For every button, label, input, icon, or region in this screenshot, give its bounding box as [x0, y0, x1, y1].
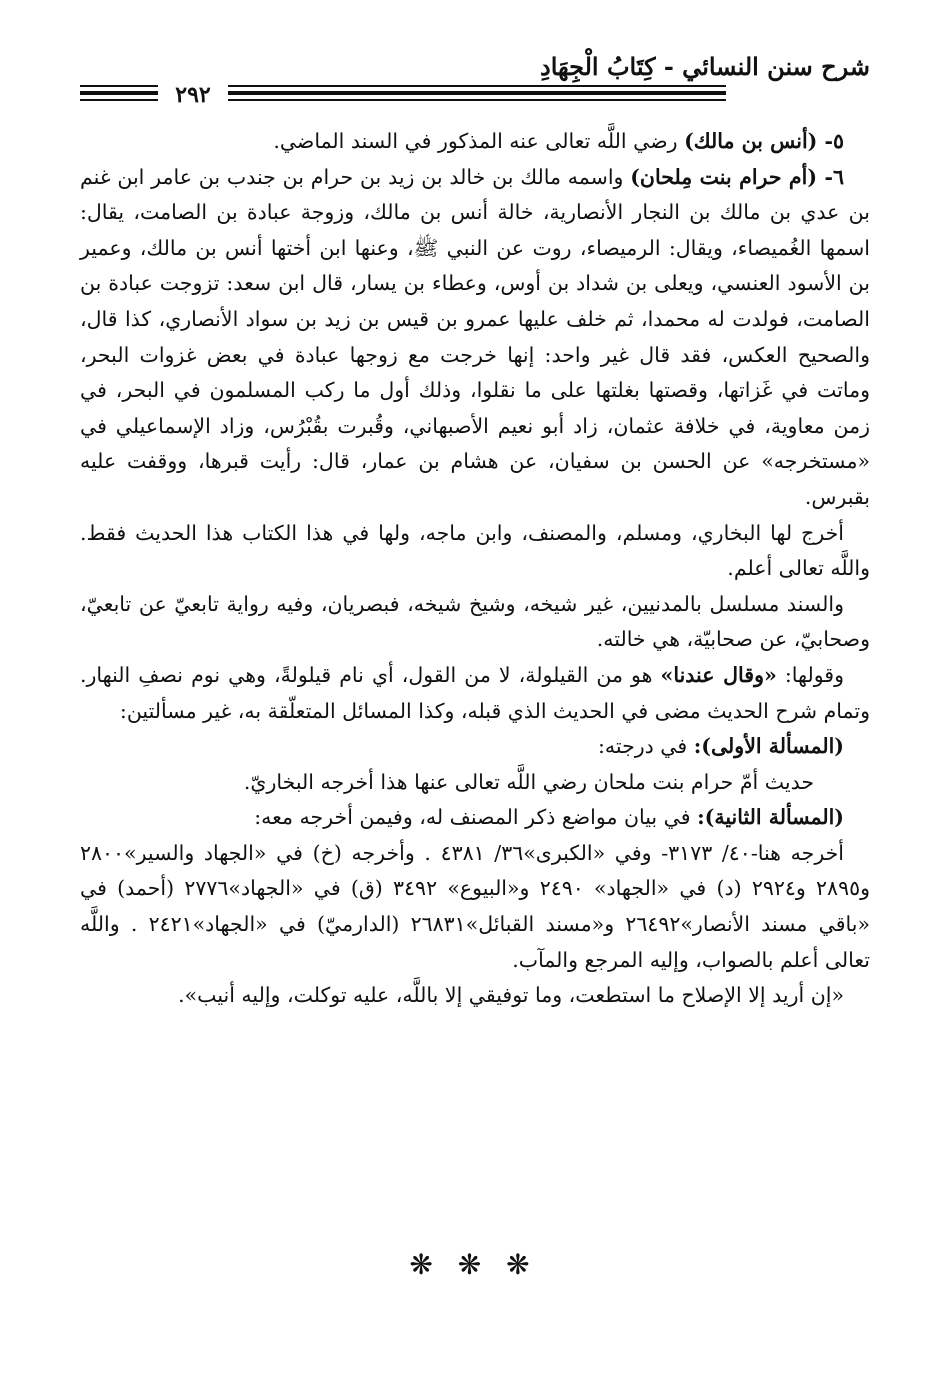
section-ornament: ❋ ❋ ❋ [409, 1248, 538, 1281]
paragraph-explanation [80, 658, 870, 729]
paragraph-narrator-6 [80, 160, 870, 516]
header-rule-left-bottom [80, 99, 144, 101]
quoted-phrase: «وقال عندنا» [660, 662, 777, 687]
paragraph-closing [80, 978, 870, 1014]
paragraph-narrator-5 [80, 124, 870, 160]
issue-heading-2 [80, 800, 870, 836]
issue-topic: في بيان مواضع ذكر المصنف له، وفيمن أخرجه معه: [254, 805, 698, 830]
paragraph-text: أخرجه هنا-٤٠/ ٣١٧٣- وفي «الكبرى»٣٦/ ٤٣٨١ . وأخرجه (خ) في «الجهاد والسير»٢٨٠٠ و٢٨٩٥ و٢٩٢٤ (د) في «الجهاد» ٢٤٩٠ و«البيوع» ٣٤٩٢ (ق) في «الجهاد»٢٧٧٦ (أحمد) في «باقي مسند الأنصار»٢٦٤٩٢ و«مسند القبائل»٢٦٨٣١ (الدارميّ) في «الجهاد»٢٤٢١ . واللَّه تعالى أعلم بالصواب، وإليه المرجع والمآب. [80, 840, 870, 972]
paragraph-text: حديث أمّ حرام بنت ملحان رضي اللَّه تعالى عنها هذا أخرجه البخاريّ. [243, 769, 814, 794]
paragraph-text: هو من القيلولة، لا من القول، أي نام قيلولةً، وهي نوم نصفِ النهار. وتمام شرح الحديث مضى في الحديث الذي قبله، وكذا المسائل المتعلّقة به، غير مسألتين: [80, 662, 870, 723]
paragraph-grading [80, 765, 870, 801]
paragraph-text: أخرج لها البخاري، ومسلم، والمصنف، وابن ماجه، ولها في هذا الكتاب هذا الحديث فقط. واللَّه تعالى أعلم. [80, 520, 870, 581]
paragraph-text: «إن أريد إلا الإصلاح ما استطعت، وما توفيقي إلا باللَّه، عليه توكلت، وإليه أنيب». [178, 983, 844, 1008]
paragraph-prefix: وقولها: [776, 662, 844, 687]
page-number: ٢٩٢ [158, 83, 228, 107]
page-header [86, 46, 870, 108]
header-rule-left-top [80, 85, 144, 87]
header-rule-left-middle [80, 91, 144, 95]
paragraph-sources [80, 836, 870, 978]
paragraph-chain [80, 587, 870, 658]
issue-label: (المسألة الأولى): [693, 734, 844, 759]
issue-topic: في درجته: [597, 734, 694, 759]
issue-label: (المسألة الثانية): [697, 805, 844, 830]
narrator-name: ٥- (أنس بن مالك) [684, 129, 844, 153]
page-body [80, 124, 870, 1014]
paragraph-text: رضي اللَّه تعالى عنه المذكور في السند الماضي. [273, 129, 685, 153]
paragraph-text: واسمه مالك بن خالد بن زيد بن حرام بن جندب بن عامر ابن غنم بن عدي بن مالك بن النجار الأنصارية، خالة أنس بن مالك، وزوجة عبادة بن الصامت، يقال: اسمها الغُميصاء، ويقال: الرميصاء، روت عن النبي ﷺ، وعنها ابن أختها أنس بن مالك، وعمير بن الأسود العنسي، ويعلى بن شداد بن أوس، وعطاء بن يسار، قال ابن سعد: تزوجت عبادة بن الصامت، فولدت له محمدا، ثم خلف عليها عمرو بن قيس بن زيد بن سواد الأنصاري، كذا قال، والصحيح العكس، فقد قال غير واحد: إنها خرجت مع زوجها عبادة في بعض غزوات البحر، وماتت في غَزاتها، وقصتها بغلتها على ما نقلوا، وذلك أول ما ركب المسلمون في البحر، في زمن معاوية، في خلافة عثمان، زاد أبو نعيم الأصبهاني، وقُبرت بقُبْرُس، وزاد الإسماعيلي في «مستخرجه» عن الحسن بن سفيان، عن هشام بن عمار، قال: رأيت قبرها، ووقفت عليه بقبرس. [80, 164, 870, 509]
paragraph-text: والسند مسلسل بالمدنيين، غير شيخه، وشيخ شيخه، فبصريان، وفيه رواية تابعيّ عن تابعيّ، وصحابيّ، عن صحابيّة، هي خالته. [80, 591, 870, 652]
paragraph-narration [80, 516, 870, 587]
issue-heading-1 [80, 729, 870, 765]
narrator-name: ٦- (أم حرام بنت مِلحان) [630, 164, 844, 189]
running-title: شرح سنن النسائي - كِتَابُ الْجِهَادِ [540, 52, 870, 81]
